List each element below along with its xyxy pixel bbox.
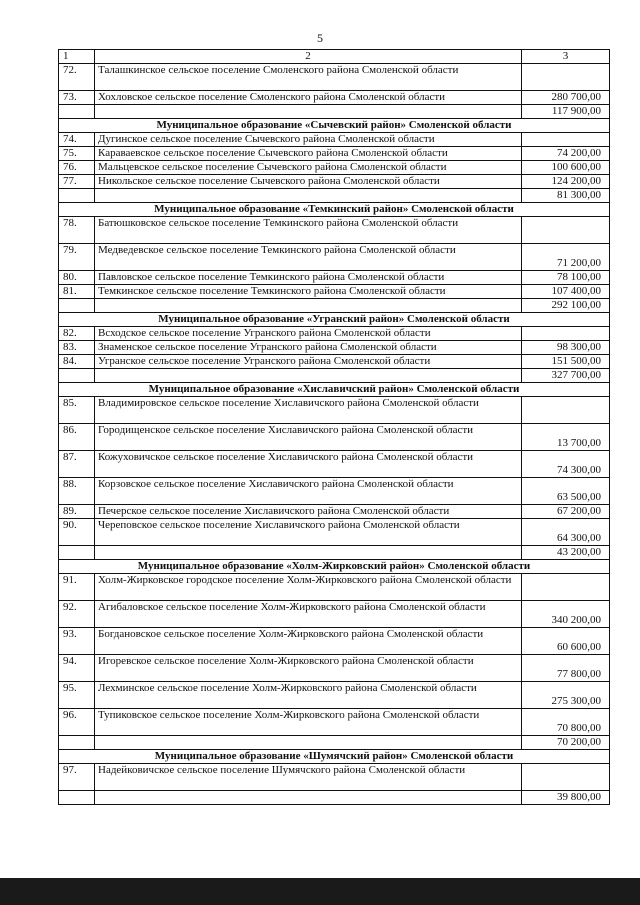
amount-value: 39 800,00 bbox=[522, 791, 610, 805]
settlement-name: Темкинское сельское поселение Темкинского района Смоленской области bbox=[95, 285, 522, 299]
settlement-name bbox=[95, 791, 522, 805]
amount-value: 74 300,00 bbox=[522, 451, 610, 478]
subtotal-row bbox=[59, 546, 610, 560]
amount-value: 67 200,00 bbox=[522, 505, 610, 519]
row-number bbox=[59, 546, 95, 560]
subtotal-row bbox=[59, 736, 610, 750]
row-number: 74. bbox=[59, 133, 95, 147]
settlement-name: Хохловское сельское поселение Смоленского района Смоленской области bbox=[95, 91, 522, 105]
header-col-1: 1 bbox=[59, 50, 95, 64]
subtotal-row bbox=[59, 791, 610, 805]
settlement-name: Лехминское сельское поселение Холм-Жирковского района Смоленской области bbox=[95, 682, 522, 709]
amount-value: 100 600,00 bbox=[522, 161, 610, 175]
section-title: Муниципальное образование «Шумячский район» Смоленской области bbox=[59, 750, 610, 764]
row-number bbox=[59, 369, 95, 383]
settlement-name: Батюшковское сельское поселение Темкинского района Смоленской области bbox=[95, 217, 522, 244]
settlement-name bbox=[95, 369, 522, 383]
settlement-name: Корзовское сельское поселение Хиславичского района Смоленской области bbox=[95, 478, 522, 505]
row-number: 91. bbox=[59, 574, 95, 601]
row-number: 92. bbox=[59, 601, 95, 628]
amount-value: 98 300,00 bbox=[522, 341, 610, 355]
subtotal-row bbox=[59, 105, 610, 119]
amount-value: 77 800,00 bbox=[522, 655, 610, 682]
row-number: 94. bbox=[59, 655, 95, 682]
row-number bbox=[59, 105, 95, 119]
table-row bbox=[59, 147, 610, 161]
table-body bbox=[59, 64, 610, 805]
table-row bbox=[59, 682, 610, 709]
municipal-allocation-table bbox=[58, 49, 610, 805]
amount-value: 74 200,00 bbox=[522, 147, 610, 161]
settlement-name: Дугинское сельское поселение Сычевского района Смоленской области bbox=[95, 133, 522, 147]
amount-value bbox=[522, 397, 610, 424]
amount-value: 124 200,00 bbox=[522, 175, 610, 189]
table-row bbox=[59, 327, 610, 341]
settlement-name: Знаменское сельское поселение Угранского района Смоленской области bbox=[95, 341, 522, 355]
table-row bbox=[59, 341, 610, 355]
table-row bbox=[59, 764, 610, 791]
settlement-name: Тупиковское сельское поселение Холм-Жирковского района Смоленской области bbox=[95, 709, 522, 736]
row-number: 96. bbox=[59, 709, 95, 736]
table-row bbox=[59, 628, 610, 655]
row-number bbox=[59, 189, 95, 203]
table-row bbox=[59, 519, 610, 546]
section-title: Муниципальное образование «Холм-Жирковский район» Смоленской области bbox=[59, 560, 610, 574]
row-number bbox=[59, 299, 95, 313]
section-header-row bbox=[59, 313, 610, 327]
settlement-name: Череповское сельское поселение Хиславичского района Смоленской области bbox=[95, 519, 522, 546]
table-row bbox=[59, 175, 610, 189]
amount-value bbox=[522, 217, 610, 244]
amount-value: 43 200,00 bbox=[522, 546, 610, 560]
amount-value: 70 200,00 bbox=[522, 736, 610, 750]
settlement-name: Угранское сельское поселение Угранского района Смоленской области bbox=[95, 355, 522, 369]
amount-value: 81 300,00 bbox=[522, 189, 610, 203]
row-number: 97. bbox=[59, 764, 95, 791]
table-row bbox=[59, 709, 610, 736]
subtotal-row bbox=[59, 369, 610, 383]
table-row bbox=[59, 271, 610, 285]
subtotal-row bbox=[59, 189, 610, 203]
subtotal-row bbox=[59, 299, 610, 313]
section-header-row bbox=[59, 119, 610, 133]
amount-value: 63 500,00 bbox=[522, 478, 610, 505]
section-title: Муниципальное образование «Темкинский район» Смоленской области bbox=[59, 203, 610, 217]
row-number: 77. bbox=[59, 175, 95, 189]
settlement-name: Никольское сельское поселение Сычевского района Смоленской области bbox=[95, 175, 522, 189]
row-number: 81. bbox=[59, 285, 95, 299]
table-row bbox=[59, 244, 610, 271]
settlement-name: Кожуховичское сельское поселение Хиславичского района Смоленской области bbox=[95, 451, 522, 478]
section-header-row bbox=[59, 383, 610, 397]
row-number: 90. bbox=[59, 519, 95, 546]
amount-value: 13 700,00 bbox=[522, 424, 610, 451]
settlement-name bbox=[95, 546, 522, 560]
section-header-row bbox=[59, 750, 610, 764]
amount-value: 64 300,00 bbox=[522, 519, 610, 546]
table-row bbox=[59, 133, 610, 147]
row-number bbox=[59, 736, 95, 750]
amount-value: 70 800,00 bbox=[522, 709, 610, 736]
page-number: 5 bbox=[317, 31, 323, 45]
settlement-name: Городищенское сельское поселение Хиславичского района Смоленской области bbox=[95, 424, 522, 451]
table-row bbox=[59, 91, 610, 105]
amount-value: 117 900,00 bbox=[522, 105, 610, 119]
row-number: 72. bbox=[59, 64, 95, 91]
amount-value: 280 700,00 bbox=[522, 91, 610, 105]
section-title: Муниципальное образование «Сычевский район» Смоленской области bbox=[59, 119, 610, 133]
row-number bbox=[59, 791, 95, 805]
row-number: 87. bbox=[59, 451, 95, 478]
row-number: 76. bbox=[59, 161, 95, 175]
amount-value: 275 300,00 bbox=[522, 682, 610, 709]
table-row bbox=[59, 451, 610, 478]
settlement-name bbox=[95, 189, 522, 203]
settlement-name: Караваевское сельское поселение Сычевского района Смоленской области bbox=[95, 147, 522, 161]
table-row bbox=[59, 478, 610, 505]
settlement-name: Владимировское сельское поселение Хиславичского района Смоленской области bbox=[95, 397, 522, 424]
row-number: 84. bbox=[59, 355, 95, 369]
row-number: 73. bbox=[59, 91, 95, 105]
amount-value: 107 400,00 bbox=[522, 285, 610, 299]
row-number: 85. bbox=[59, 397, 95, 424]
amount-value bbox=[522, 327, 610, 341]
section-header-row bbox=[59, 203, 610, 217]
table-row bbox=[59, 285, 610, 299]
header-col-2: 2 bbox=[95, 50, 522, 64]
settlement-name: Надейковичское сельское поселение Шумячского района Смоленской области bbox=[95, 764, 522, 791]
row-number: 80. bbox=[59, 271, 95, 285]
amount-value: 60 600,00 bbox=[522, 628, 610, 655]
row-number: 75. bbox=[59, 147, 95, 161]
settlement-name bbox=[95, 736, 522, 750]
table-row bbox=[59, 601, 610, 628]
row-number: 93. bbox=[59, 628, 95, 655]
row-number: 95. bbox=[59, 682, 95, 709]
settlement-name: Игоревское сельское поселение Холм-Жирковского района Смоленской области bbox=[95, 655, 522, 682]
settlement-name: Павловское сельское поселение Темкинского района Смоленской области bbox=[95, 271, 522, 285]
amount-value: 292 100,00 bbox=[522, 299, 610, 313]
section-title: Муниципальное образование «Угранский район» Смоленской области bbox=[59, 313, 610, 327]
amount-value bbox=[522, 574, 610, 601]
row-number: 89. bbox=[59, 505, 95, 519]
scan-edge-bar bbox=[0, 878, 640, 905]
table-row bbox=[59, 655, 610, 682]
amount-value bbox=[522, 764, 610, 791]
table-row bbox=[59, 64, 610, 91]
amount-value bbox=[522, 64, 610, 91]
table-row bbox=[59, 355, 610, 369]
table-row bbox=[59, 574, 610, 601]
settlement-name: Медведевское сельское поселение Темкинского района Смоленской области bbox=[95, 244, 522, 271]
amount-value: 78 100,00 bbox=[522, 271, 610, 285]
row-number: 83. bbox=[59, 341, 95, 355]
table-row bbox=[59, 217, 610, 244]
table-row bbox=[59, 505, 610, 519]
row-number: 82. bbox=[59, 327, 95, 341]
amount-value: 151 500,00 bbox=[522, 355, 610, 369]
row-number: 86. bbox=[59, 424, 95, 451]
row-number: 79. bbox=[59, 244, 95, 271]
settlement-name: Талашкинское сельское поселение Смоленского района Смоленской области bbox=[95, 64, 522, 91]
section-header-row bbox=[59, 560, 610, 574]
amount-value: 340 200,00 bbox=[522, 601, 610, 628]
amount-value: 71 200,00 bbox=[522, 244, 610, 271]
table-header-row bbox=[59, 50, 610, 64]
header-col-3: 3 bbox=[522, 50, 610, 64]
settlement-name bbox=[95, 299, 522, 313]
settlement-name: Агибаловское сельское поселение Холм-Жирковского района Смоленской области bbox=[95, 601, 522, 628]
row-number: 88. bbox=[59, 478, 95, 505]
settlement-name: Богдановское сельское поселение Холм-Жирковского района Смоленской области bbox=[95, 628, 522, 655]
table-row bbox=[59, 397, 610, 424]
section-title: Муниципальное образование «Хиславичский район» Смоленской области bbox=[59, 383, 610, 397]
settlement-name: Мальцевское сельское поселение Сычевского района Смоленской области bbox=[95, 161, 522, 175]
settlement-name bbox=[95, 105, 522, 119]
settlement-name: Всходское сельское поселение Угранского района Смоленской области bbox=[95, 327, 522, 341]
row-number: 78. bbox=[59, 217, 95, 244]
settlement-name: Холм-Жирковское городское поселение Холм-Жирковского района Смоленской области bbox=[95, 574, 522, 601]
settlement-name: Печерское сельское поселение Хиславичского района Смоленской области bbox=[95, 505, 522, 519]
table-row bbox=[59, 424, 610, 451]
amount-value: 327 700,00 bbox=[522, 369, 610, 383]
amount-value bbox=[522, 133, 610, 147]
table-row bbox=[59, 161, 610, 175]
